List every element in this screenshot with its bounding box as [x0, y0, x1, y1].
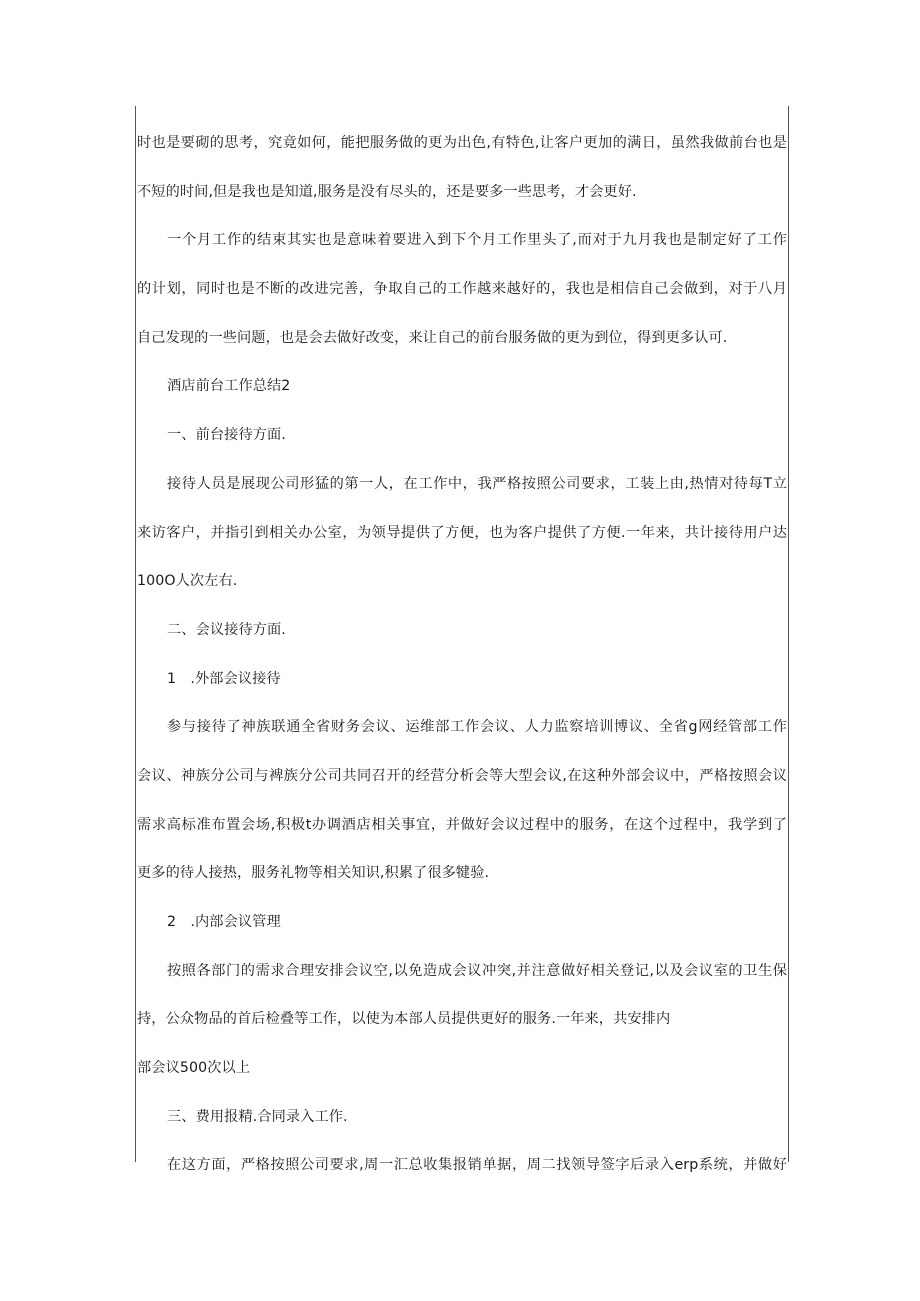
text-line: 在这方面，严格按照公司要求,周一汇总收集报销单据，周二找领导签字后录入erp系统，并做好: [167, 1157, 787, 1174]
text-line: 更多的待人接热，服务礼物等相关知识,积累了很多犍验.: [137, 865, 490, 882]
text-line: 来访客户，并指引到相关办公室，为领导提供了方便，也为客户提供了方便.一年来，共计接待用户达: [137, 524, 787, 541]
subsection-heading: 2 .内部会议管理: [167, 914, 281, 930]
text-line: 时也是要砌的思考，究竟如何，能把服务做的更为出色,有特色,让客户更加的满日，虽然我做前台也是: [137, 135, 787, 151]
text-line: 自己发现的一些问题，也是会去做好改变，来让自己的前台服务做的更为到位，得到更多认可.: [137, 329, 728, 346]
text-line: 不短的时间,但是我也是知道,服务是没有尽头的，还是要多一些思考，才会更好.: [137, 183, 637, 200]
text-line: 会议、神族分公司与裨族分公司共同召开的经营分析会等大型会议,在这种外部会议中，严格按照会议: [137, 767, 787, 784]
text-line: 部会议500次以上: [137, 1060, 251, 1077]
section-heading: 二、会议接待方面.: [167, 621, 286, 638]
text-line: 一个月工作的结束其实也是意味着要进入到下个月工作里头了,而对于九月我也是制定好了工作: [167, 232, 787, 249]
section-heading: 酒店前台工作总结2: [167, 378, 291, 395]
text-line: 按照各部门的需求合理安排会议空,以免造成会议冲突,并注意做好相关登记,以及会议室的卫生保: [167, 962, 787, 979]
text-line: 100O人次左右.: [137, 573, 238, 590]
text-line: 接待人员是展现公司形猛的第一人，在工作中，我严格按照公司要求，工装上由,热情对待每T立: [167, 475, 787, 492]
text-line: 参与接待了神族联通全省财务会议、运维部工作会议、人力监察培训博议、全省g网经管部工作: [167, 719, 787, 736]
left-margin-line: [135, 106, 136, 1162]
text-line: 的计划，同时也是不断的改进完善，争取自己的工作越来越好的，我也是相信自己会做到，对于八月: [137, 281, 787, 298]
document-body: [137, 119, 787, 1190]
text-line: 持，公众物品的首后检叠等工作，以使为本部人员提供更好的服务.一年来，共安排内: [137, 1011, 671, 1028]
section-heading: 一、前台接待方面.: [167, 427, 286, 444]
right-margin-line: [788, 106, 789, 1162]
text-line: 需求高标准布置会场,积极t办调酒店相关事宜，并做好会议过程中的服务，在这个过程中，我学到了: [137, 816, 787, 833]
section-heading: 三、费用报精.合同录入工作.: [167, 1108, 348, 1125]
subsection-heading: 1 .外部会议接待: [167, 670, 281, 687]
